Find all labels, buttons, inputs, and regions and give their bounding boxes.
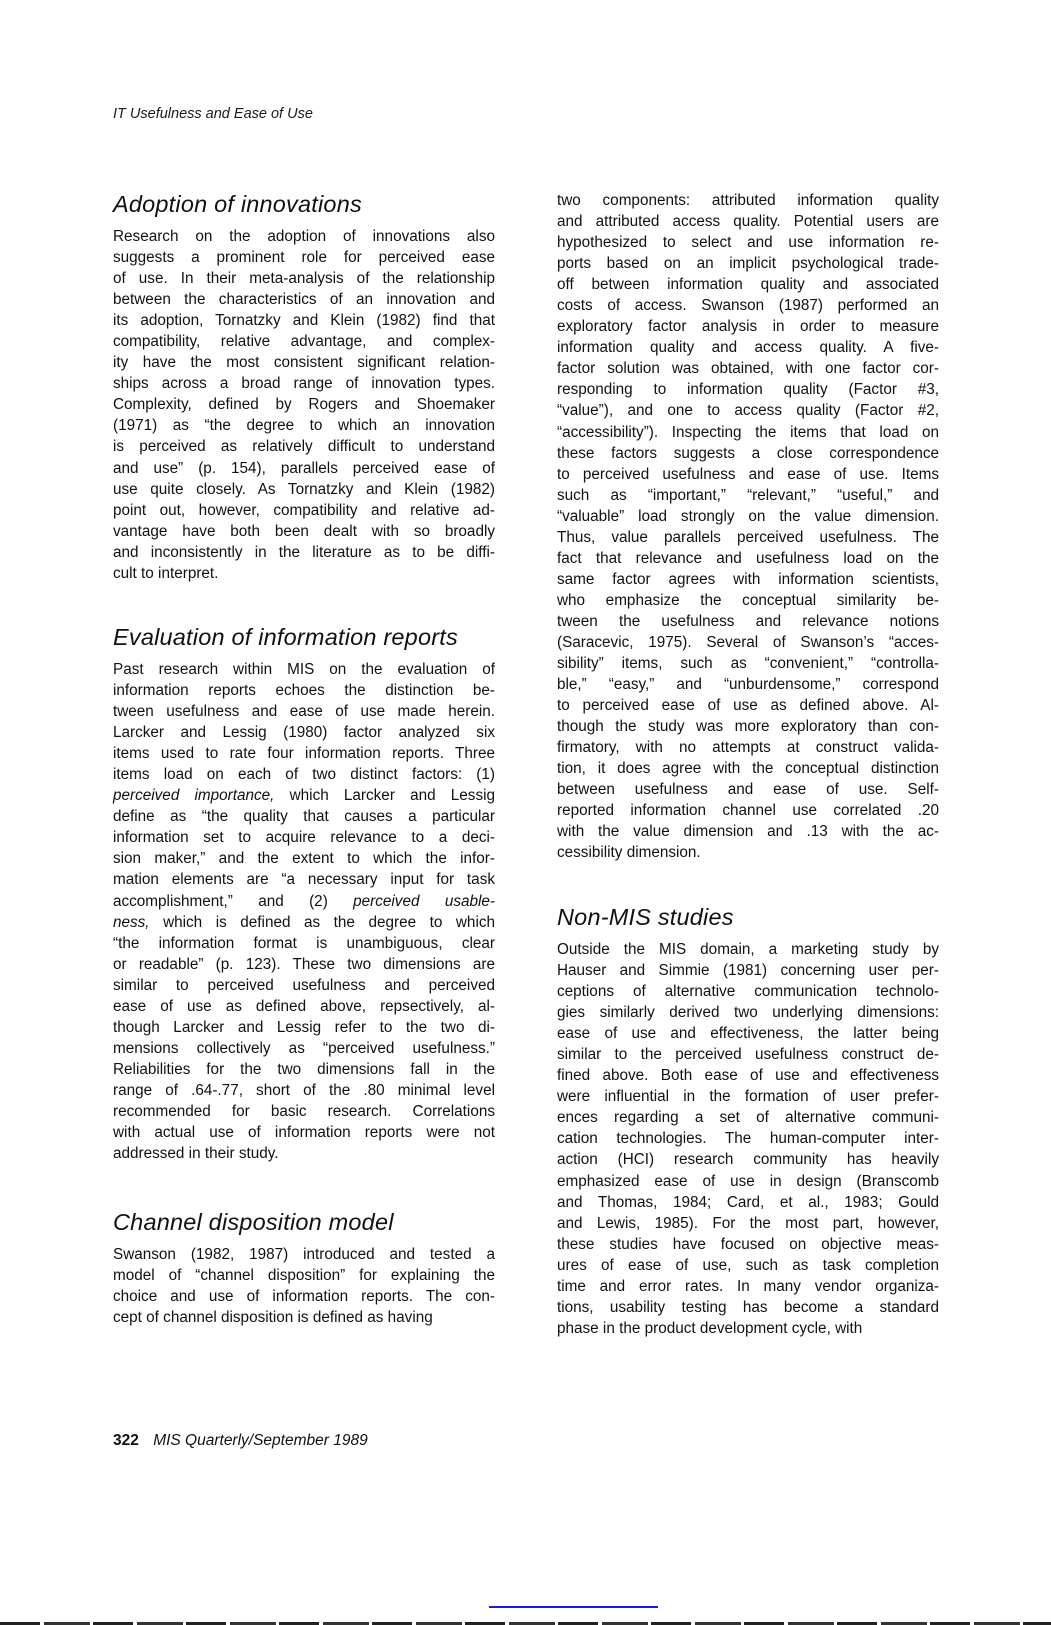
text-line: Outside the MIS domain, a marketing study by [557, 941, 939, 958]
text-line: items load on each of two distinct factors: (1) [113, 766, 495, 784]
text-line: these factors suggests a close correspondence [557, 444, 939, 462]
text-line: same factor agrees with information scientists, [557, 570, 939, 588]
section-non-mis-studies [557, 903, 939, 1339]
text-line: costs of access. Swanson (1987) performed an [557, 297, 939, 315]
text-line: though the study was more exploratory than con- [557, 718, 939, 736]
text-line: Past research within MIS on the evaluation of [113, 661, 495, 678]
text-line: and Lewis, 1985). For the most part, however, [557, 1214, 939, 1232]
section-body [113, 226, 495, 584]
text-line: define as “the quality that causes a particular [113, 808, 495, 826]
text-line: ences regarding a set of alternative communi- [557, 1109, 939, 1127]
text-line: “valuable” load strongly on the value dimension. [557, 507, 939, 525]
text-line: compatibility, relative advantage, and complex- [113, 333, 495, 351]
text-line: tions, usability testing has become a standard [557, 1298, 939, 1316]
text-line: “accessibility”). Inspecting the items that load on [557, 423, 939, 441]
section-evaluation-of-information-reports [113, 623, 495, 1164]
text-line: between the characteristics of an innovation and [113, 291, 495, 309]
text-line: (Saracevic, 1975). Several of Swanson’s “acces- [557, 633, 939, 651]
text-line: vantage have both been dealt with so broadly [113, 522, 495, 540]
text-line: to perceived usefulness and ease of use. Items [557, 465, 939, 483]
section-heading: Evaluation of information reports [113, 624, 458, 650]
text-line: exploratory factor analysis in order to measure [557, 318, 939, 336]
text-line: these studies have focused on objective meas- [557, 1235, 939, 1253]
text-line: action (HCI) research community has heavily [557, 1151, 939, 1169]
text-line: phase in the product development cycle, with [557, 1319, 863, 1337]
link-underline[interactable] [489, 1606, 658, 1608]
text-line: ease of use as defined above, repsectively, al- [113, 997, 495, 1015]
text-line: use quite closely. As Tornatzky and Klein (1982) [113, 480, 495, 498]
text-line: gies similarly derived two underlying dimensions: [557, 1004, 939, 1022]
text-line: factor solution was obtained, with one factor cor- [557, 360, 939, 378]
text-line: hypothesized to select and use information re- [557, 234, 939, 252]
text-line: with the value dimension and .13 with the ac- [557, 823, 939, 841]
text-line: ports based on an implicit psychological trade- [557, 255, 939, 273]
text-line: of use. In their meta-analysis of the relationship [113, 270, 495, 288]
text-line: responding to information quality (Factor #3, [557, 381, 939, 399]
text-line: who emphasize the conceptual similarity be- [557, 591, 939, 609]
text-line: sibility” items, such as “convenient,” “controlla- [557, 655, 939, 673]
text-line: reported information channel use correlated .20 [557, 802, 939, 820]
text-line: mensions collectively as “perceived usefulness.” [113, 1039, 495, 1057]
text-line: were influential in the formation of user prefer- [557, 1088, 939, 1106]
text-line: and inconsistently in the literature as to be diffi- [113, 543, 495, 561]
section-heading: Adoption of innovations [113, 191, 362, 217]
page-number: 322 [113, 1432, 139, 1449]
text-line: ures of ease of use, such as task completion [557, 1256, 939, 1274]
text-line: off between information quality and associated [557, 276, 939, 294]
text-line: and Thomas, 1984; Card, et al., 1983; Gould [557, 1193, 939, 1211]
text-line: two components: attributed information quality [557, 192, 939, 209]
text-line: addressed in their study. [113, 1145, 279, 1163]
text-line: Swanson (1982, 1987) introduced and tested a [113, 1246, 495, 1263]
section-body [113, 659, 495, 1164]
text-line: information set to acquire relevance to a deci- [113, 829, 495, 847]
text-line: Larcker and Lessig (1980) factor analyzed six [113, 724, 495, 742]
text-line: model of “channel disposition” for explaining the [113, 1267, 495, 1285]
text-line: accomplishment,” and (2) perceived usable- [113, 892, 495, 910]
text-line: sion maker,” and the extent to which the infor- [113, 850, 495, 868]
text-line: firmatory, with no attempts at construct valida- [557, 739, 939, 757]
text-line: range of .64-.77, short of the .80 minimal level [113, 1081, 495, 1099]
text-line: items used to rate four information reports. Three [113, 745, 495, 763]
text-line: cessibility dimension. [557, 844, 701, 862]
text-line: ity have the most consistent significant relation- [113, 354, 495, 372]
text-line: mation elements are “a necessary input for task [113, 871, 495, 889]
section-body [113, 1244, 495, 1328]
text-line: “the information format is unambiguous, clear [113, 934, 495, 952]
text-line: suggests a prominent role for perceived ease [113, 249, 495, 267]
text-line: is perceived as relatively difficult to understand [113, 438, 495, 456]
text-line: fined above. Both ease of use and effectiveness [557, 1067, 939, 1085]
text-line: such as “important,” “relevant,” “useful,” and [557, 486, 939, 504]
section-adoption-of-innovations [113, 190, 495, 584]
page-footer [113, 1432, 368, 1450]
text-line: its adoption, Tornatzky and Klein (1982) find that [113, 312, 495, 330]
text-line: Reliabilities for the two dimensions fall in the [113, 1060, 495, 1078]
section-channel-disposition-continued [557, 190, 939, 864]
text-line: cult to interpret. [113, 564, 219, 582]
text-line: tween the usefulness and relevance notions [557, 612, 939, 630]
section-heading: Non-MIS studies [557, 904, 734, 930]
text-line: emphasized ease of use in design (Branscomb [557, 1172, 939, 1190]
text-line: (1971) as “the degree to which an innovation [113, 417, 495, 435]
text-line: though Larcker and Lessig refer to the two di- [113, 1018, 495, 1036]
text-line: cation technologies. The human-computer inter- [557, 1130, 939, 1148]
text-line: or readable” (p. 123). These two dimensions are [113, 955, 495, 973]
text-line: Research on the adoption of innovations also [113, 228, 495, 245]
running-head: IT Usefulness and Ease of Use [113, 106, 313, 122]
text-line: ease of use and effectiveness, the latter being [557, 1025, 939, 1043]
text-line: ness, which is defined as the degree to which [113, 913, 495, 931]
text-line: recommended for basic research. Correlations [113, 1102, 495, 1120]
section-body [557, 190, 939, 864]
text-line: with actual use of information reports were not [113, 1124, 495, 1142]
section-heading: Channel disposition model [113, 1209, 394, 1235]
text-line: point out, however, compatibility and relative ad- [113, 501, 495, 519]
text-line: choice and use of information reports. The con- [113, 1288, 495, 1306]
text-line: ships across a broad range of innovation types. [113, 375, 495, 393]
text-line: ceptions of alternative communication technolo- [557, 983, 939, 1001]
text-line: to perceived ease of use as defined above. Al- [557, 697, 939, 715]
text-line: Complexity, defined by Rogers and Shoemaker [113, 396, 495, 414]
text-line: similar to the perceived usefulness construct de- [557, 1046, 939, 1064]
text-line: “value”), and one to access quality (Factor #2, [557, 402, 939, 420]
text-line: fact that relevance and usefulness load on the [557, 549, 939, 567]
text-line: time and error rates. In many vendor organiza- [557, 1277, 939, 1295]
journal-citation: MIS Quarterly/September 1989 [153, 1432, 368, 1449]
text-line: tion, it does agree with the conceptual distinction [557, 760, 939, 778]
text-line: cept of channel disposition is defined as having [113, 1309, 433, 1327]
text-line: Thus, value parallels perceived usefulness. The [557, 528, 939, 546]
text-line: information reports echoes the distinction be- [113, 682, 495, 700]
text-line: and attributed access quality. Potential users are [557, 213, 939, 231]
text-line: and use” (p. 154), parallels perceived ease of [113, 459, 495, 477]
text-line: tween usefulness and ease of use made herein. [113, 703, 495, 721]
text-line: ble,” “easy,” and “unburdensome,” correspond [557, 676, 939, 694]
section-channel-disposition-model [113, 1208, 495, 1328]
text-line: perceived importance, which Larcker and Lessig [113, 787, 496, 805]
text-line: Hauser and Simmie (1981) concerning user per- [557, 962, 939, 980]
text-line: between usefulness and ease of use. Self- [557, 781, 939, 799]
text-line: similar to perceived usefulness and perceived [113, 976, 495, 994]
text-line: information quality and access quality. A five- [557, 339, 939, 357]
section-body [557, 939, 939, 1339]
